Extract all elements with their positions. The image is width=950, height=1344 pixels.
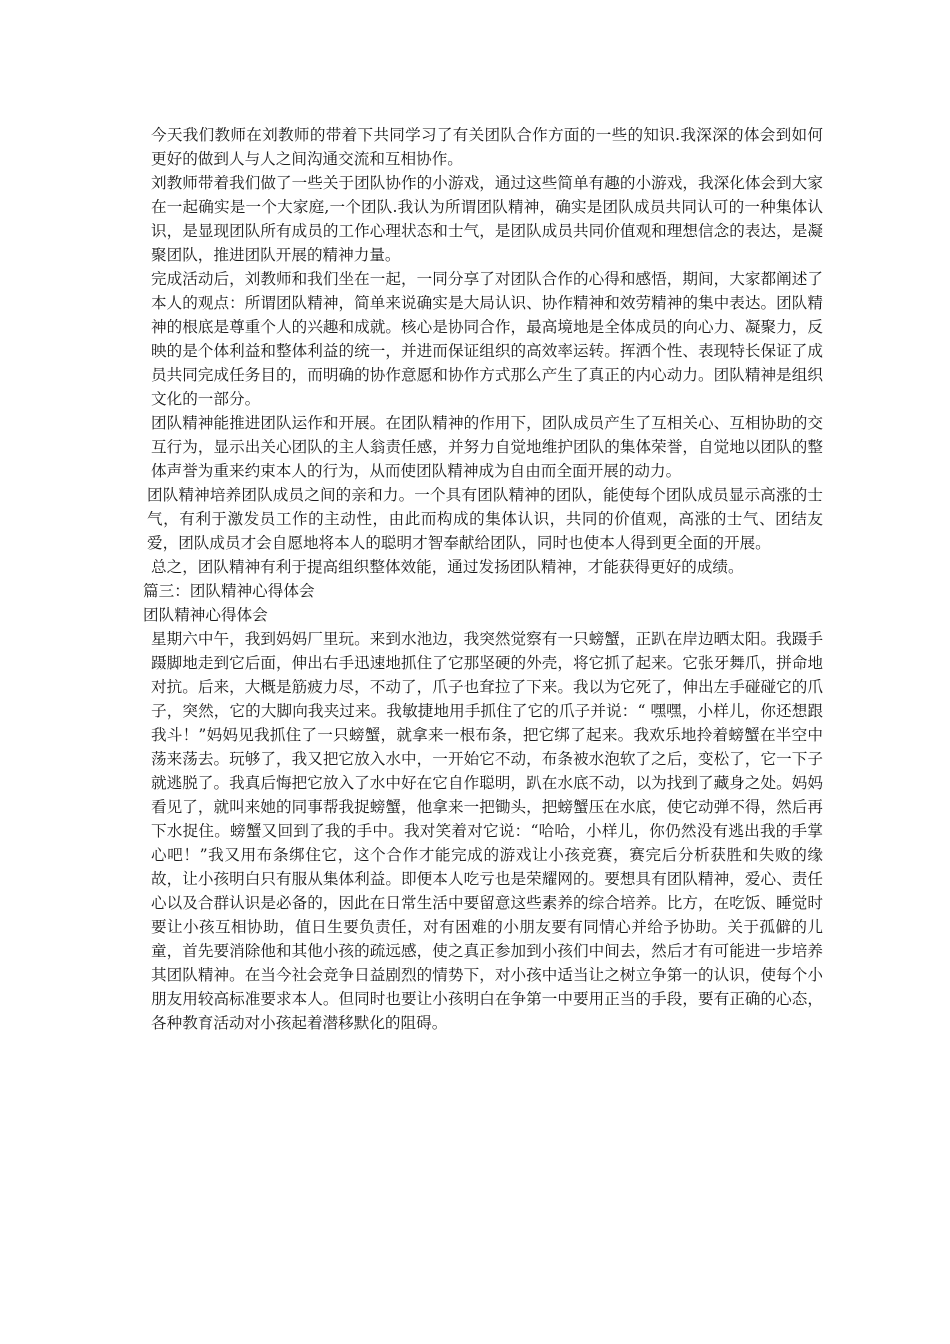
paragraph-crab-story: 星期六中午，我到妈妈厂里玩。来到水池边，我突然觉察有一只螃蟹，正趴在岸边晒太阳。我蹑手蹑脚地走到它后面，伸出右手迅速地抓住了它那坚硬的外壳，将它抓了起来。它张牙舞爪，拼命地对抗。后来，大概是筋疲力尽，不动了，爪子也耷拉了下来。我以为它死了，伸出左手碰碰它的爪子，突然，它的大脚向我夹过来。我敏捷地用手抓住了它的爪子并说：“ 嘿嘿，小样儿，你还想跟我斗！”妈妈见我抓住了一只螃蟹，就拿来一根布条，把它绑了起来。我欢乐地拎着螃蟹在半空中荡来荡去。玩够了，我又把它放入水中，一开始它不动，布条被水泡软了之后，变松了，它一下子就逃脱了。我真后悔把它放入了水中好在它自作聪明，趴在水底不动，以为找到了藏身之处。妈妈看见了，就叫来她的同事帮我捉螃蟹，他拿来一把锄头，把螃蟹压在水底，使它动弹不得，然后再下水捉住。螃蟹又回到了我的手中。我对笑着对它说：“哈哈，小样儿，你仍然没有逃出我的手掌心吧！”我又用布条绑住它，这个合作才能完成的游戏让小孩竞赛，赛完后分析获胜和失败的缘故，让小孩明白只有服从集体利益。即便本人吃亏也是荣耀网的。要想具有团队精神，爱心、责任心以及合群认识是必备的，因此在日常生活中要留意这些素养的综合培养。比方，在吃饭、睡觉时要让小孩互相协助，值日生要负责任，对有困难的小朋友要有同情心并给予协助。关于孤僻的儿童，首先要消除他和其他小孩的疏远感，使之真正参加到小孩们中间去，然后才有可能进一步培养其团队精神。在当今社会竞争日益剧烈的情势下，对小孩中适当让之树立争第一的认识，使每个小朋友用较高标准要求本人。但同时也要让小孩明白在争第一中要用正当的手段，要有正确的心态，各种教育活动对小孩起着潜移默化的阻碍。 (151, 630, 823, 1032)
paragraph-affinity: 团队精神培养团队成员之间的亲和力。一个具有团队精神的团队，能使每个团队成员显示高涨的士气，有利于激发员工作的主动性，由此而构成的集体认识，共同的价值观，高涨的士气、团结友爱，团队成员才会自愿地将本人的聪明才智奉献给团队，同时也使本人得到更全面的开展。 (147, 486, 823, 552)
paragraph-promote: 团队精神能推进团队运作和开展。在团队精神的作用下，团队成员产生了互相关心、互相协助的交互行为，显示出关心团队的主人翁责任感，并努力自觉地维护团队的集体荣誉，自觉地以团队的整体声誉为重来约束本人的行为，从而使团队精神成为自由而全面开展的动力。 (151, 414, 823, 480)
paragraph-sharing: 完成活动后，刘教师和我们坐在一起，一同分享了对团队合作的心得和感悟，期间，大家都阐述了本人的观点：所谓团队精神，简单来说确实是大局认识、协作精神和效劳精神的集中表达。团队精神的根底是尊重个人的兴趣和成就。核心是协同合作，最高境地是全体成员的向心力、凝聚力，反映的是个体利益和整体利益的统一，并进而保证组织的高效率运转。挥洒个性、表现特长保证了成员共同完成任务目的，而明确的协作意愿和协作方式那么产生了真正的内心动力。团队精神是组织文化的一部分。 (151, 270, 823, 408)
section-subtitle: 团队精神心得体会 (143, 606, 268, 624)
document-body (143, 123, 823, 1035)
section-heading: 篇三：团队精神心得体会 (143, 582, 315, 600)
paragraph-games: 刘教师带着我们做了一些关于团队协作的小游戏，通过这些简单有趣的小游戏，我深化体会到大家在一起确实是一个大家庭,一个团队.我认为所谓团队精神，确实是团队成员共同认可的一种集体认识，是显现团队所有成员的工作心理状态和士气，是团队成员共同价值观和理想信念的表达，是凝聚团队，推进团队开展的精神力量。 (151, 174, 823, 264)
paragraph-conclusion: 总之，团队精神有利于提高组织整体效能，通过发扬团队精神，才能获得更好的成绩。 (151, 558, 744, 576)
paragraph-intro: 今天我们教师在刘教师的带着下共同学习了有关团队合作方面的一些的知识.我深深的体会到如何更好的做到人与人之间沟通交流和互相协作。 (151, 126, 823, 168)
